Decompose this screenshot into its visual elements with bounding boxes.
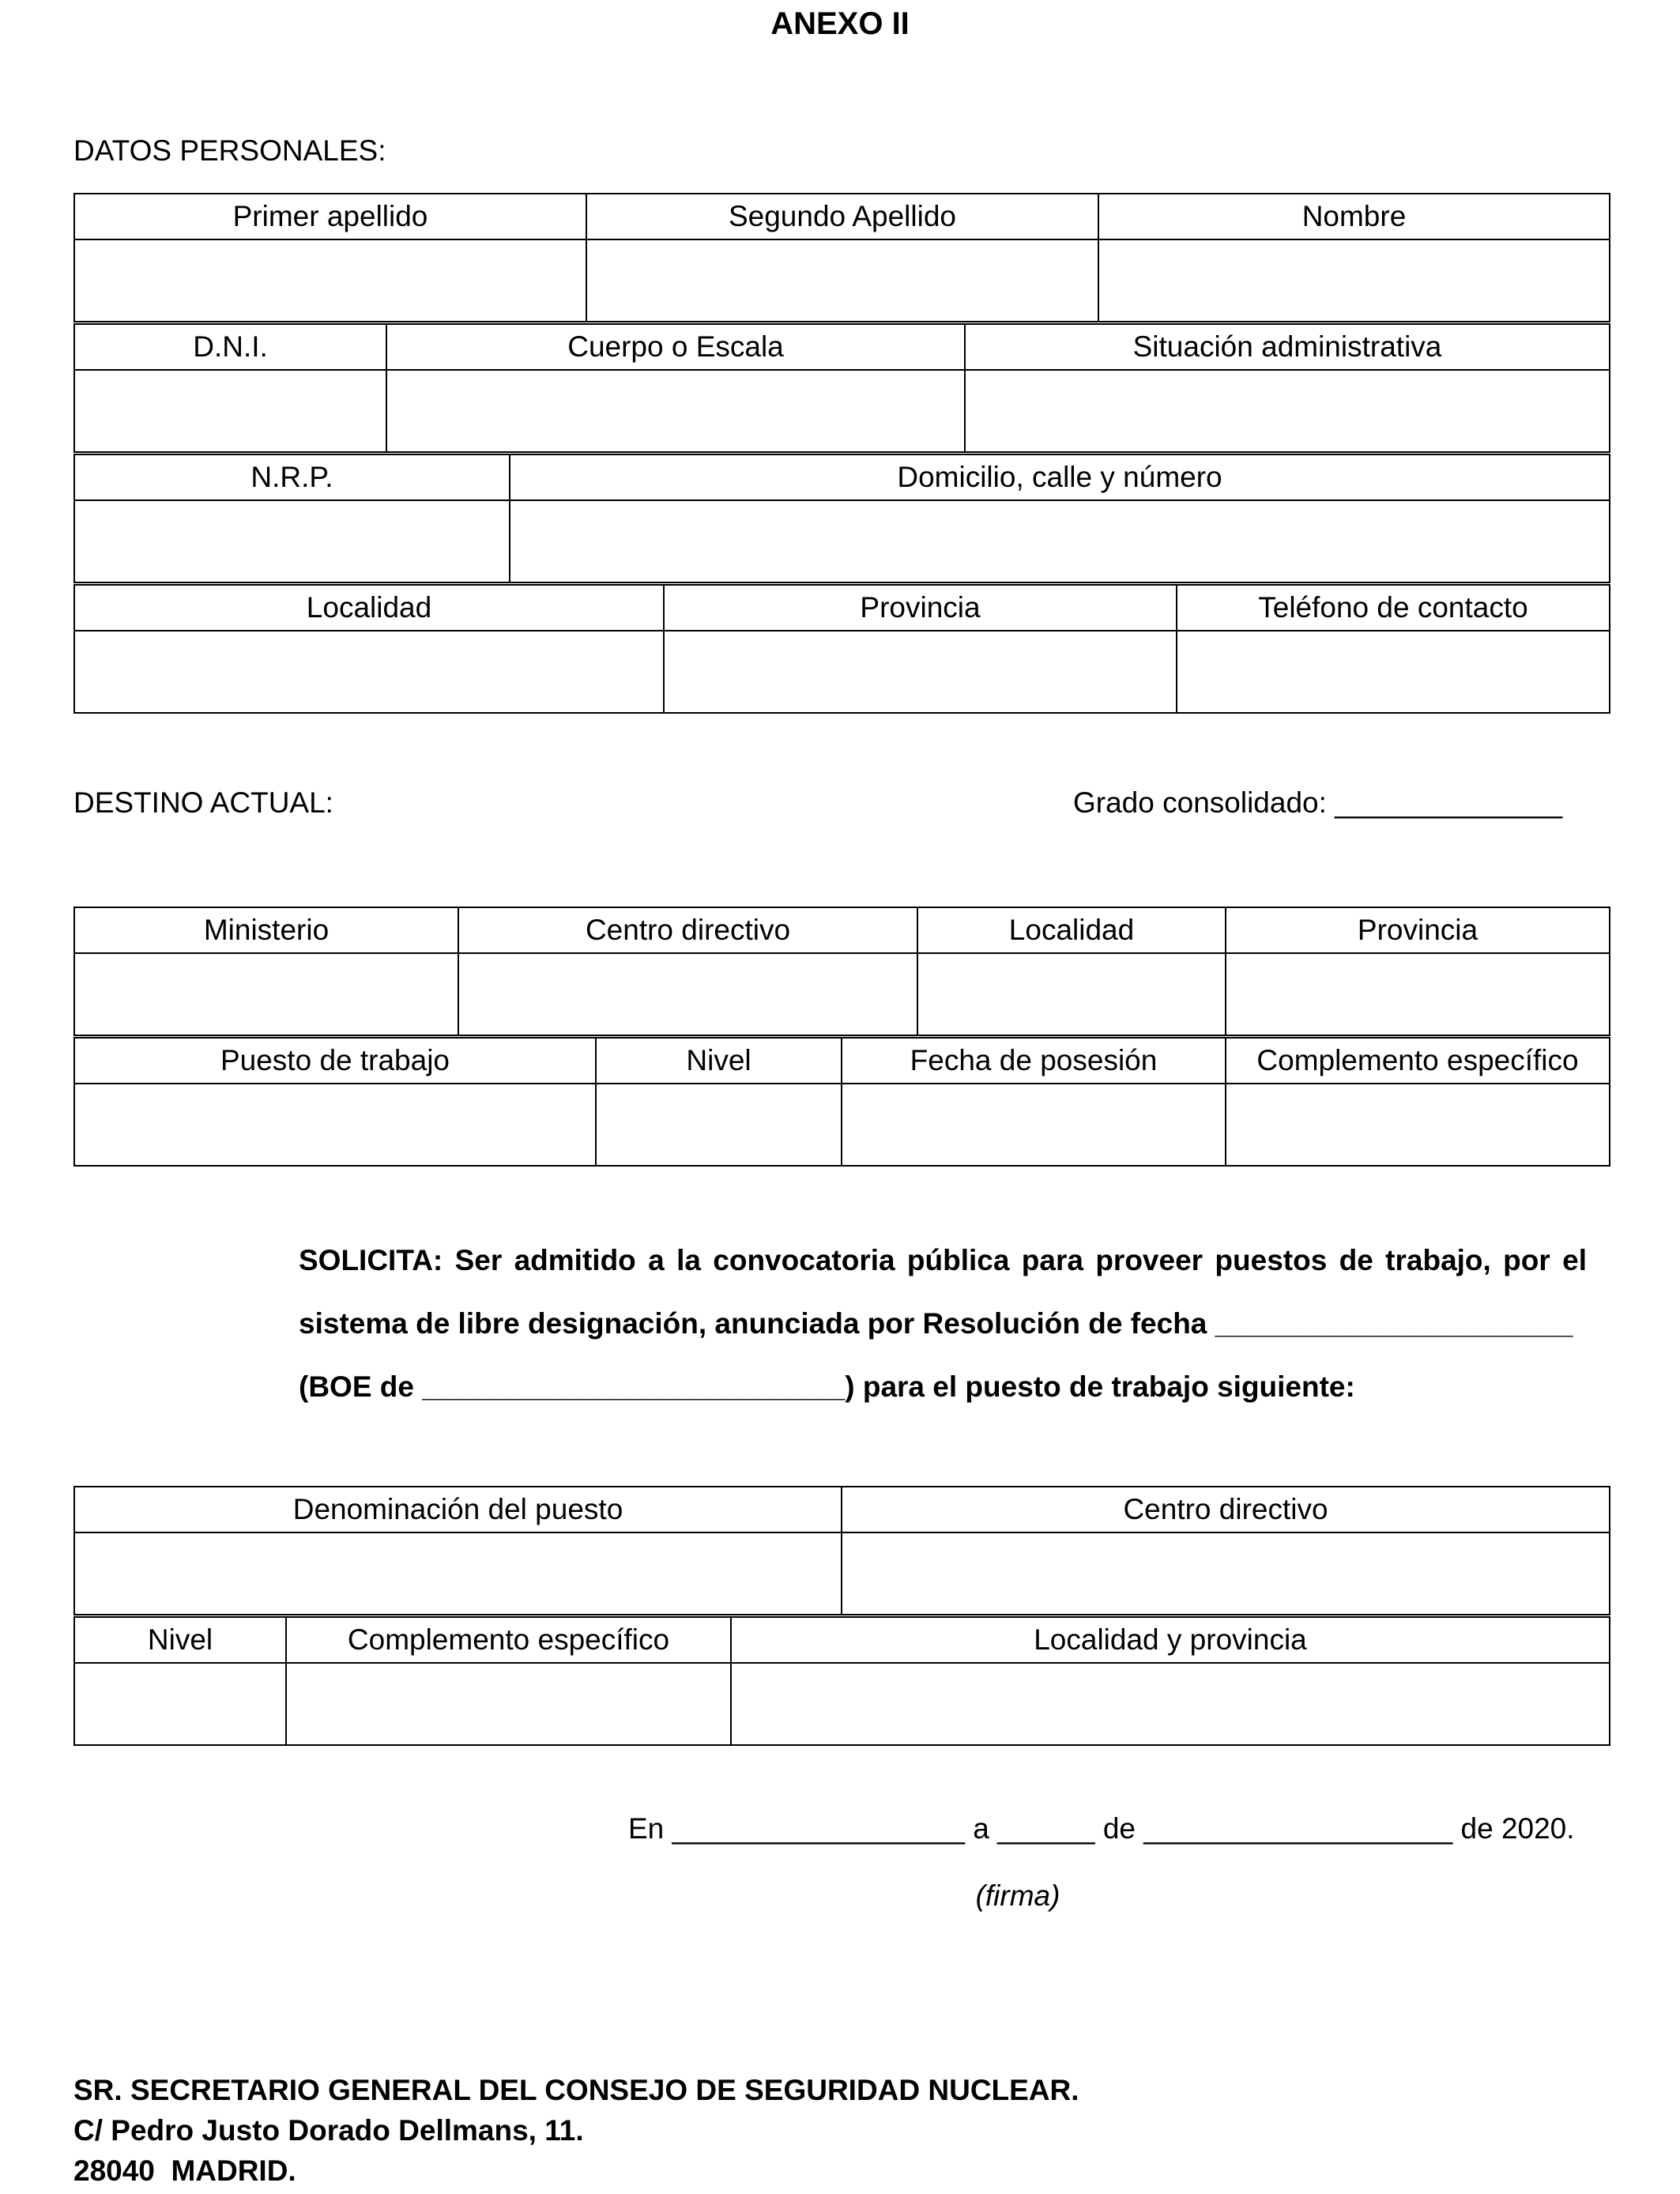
destino-table-1 [73,907,1610,1036]
header-centro-directivo: Centro directivo [458,907,917,953]
footer-recipient: SR. SECRETARIO GENERAL DEL CONSEJO DE SEGURIDAD NUCLEAR. [73,2074,1079,2106]
personal-table-2 [73,323,1610,453]
header-segundo-apellido: Segundo Apellido [586,194,1098,239]
header-primer-apellido: Primer apellido [74,194,586,239]
footer-address: C/ Pedro Justo Dorado Dellmans, 11. [73,2114,584,2147]
header-dni: D.N.I. [74,324,386,370]
personal-table-3 [73,454,1610,583]
header-centro-directivo: Centro directivo [842,1487,1610,1532]
page-title: ANEXO II [770,6,910,41]
field-fecha-posesion[interactable] [842,1084,1226,1166]
footer-city: 28040 MADRID. [73,2154,296,2187]
field-complemento-especifico[interactable] [1226,1084,1610,1166]
field-domicilio[interactable] [510,500,1610,582]
field-centro-directivo[interactable] [842,1532,1610,1615]
header-telefono: Teléfono de contacto [1177,585,1610,631]
header-localidad: Localidad [74,585,664,631]
header-situacion-administrativa: Situación administrativa [965,324,1610,370]
field-dni[interactable] [74,370,386,452]
firma-label: (firma) [975,1879,1060,1912]
header-provincia: Provincia [664,585,1177,631]
field-situacion-administrativa[interactable] [965,370,1610,452]
field-localidad[interactable] [74,631,664,713]
header-complemento-especifico: Complemento específico [1226,1038,1610,1084]
field-provincia[interactable] [1226,953,1610,1035]
solicita-paragraph [299,1229,1587,1419]
field-localidad[interactable] [917,953,1226,1035]
field-ministerio[interactable] [74,953,458,1035]
header-cuerpo-escala: Cuerpo o Escala [386,324,965,370]
personal-table-1 [73,193,1610,322]
header-nivel: Nivel [596,1038,842,1084]
field-telefono[interactable] [1177,631,1610,713]
field-nombre[interactable] [1098,239,1610,322]
section-heading-personal: DATOS PERSONALES: [73,134,386,167]
puesto-table-2 [73,1616,1610,1746]
field-cuerpo-escala[interactable] [386,370,965,452]
header-nrp: N.R.P. [74,454,510,500]
field-nivel[interactable] [74,1663,286,1745]
personal-table-4 [73,584,1610,714]
field-nrp[interactable] [74,500,510,582]
header-denominacion-puesto: Denominación del puesto [74,1487,842,1532]
field-segundo-apellido[interactable] [586,239,1098,322]
grado-consolidado: Grado consolidado: ______________ [1073,786,1563,819]
header-nombre: Nombre [1098,194,1610,239]
field-nivel[interactable] [596,1084,842,1166]
header-domicilio: Domicilio, calle y número [510,454,1610,500]
header-localidad-provincia: Localidad y provincia [731,1617,1610,1663]
header-puesto-trabajo: Puesto de trabajo [74,1038,596,1084]
header-provincia: Provincia [1226,907,1610,953]
field-localidad-provincia[interactable] [731,1663,1610,1745]
field-primer-apellido[interactable] [74,239,586,322]
field-complemento-especifico[interactable] [286,1663,731,1745]
header-complemento-especifico: Complemento específico [286,1617,731,1663]
header-ministerio: Ministerio [74,907,458,953]
field-denominacion-puesto[interactable] [74,1532,842,1615]
field-puesto-trabajo[interactable] [74,1084,596,1166]
puesto-table-1 [73,1486,1610,1615]
field-provincia[interactable] [664,631,1177,713]
header-fecha-posesion: Fecha de posesión [842,1038,1226,1084]
fecha-line: En __________________ a ______ de ___________________ de 2020. [628,1812,1575,1845]
field-centro-directivo[interactable] [458,953,917,1035]
header-nivel: Nivel [74,1617,286,1663]
header-localidad: Localidad [917,907,1226,953]
solicita-text-1: SOLICITA: Ser admitido a la convocatoria pública para proveer puestos de trabajo, por el sistema de libre designación, anunciada por Resolución de fecha ______________________ [299,1244,1587,1340]
destino-table-2 [73,1037,1610,1167]
section-heading-destino: DESTINO ACTUAL: [73,786,333,819]
solicita-text-2: (BOE de __________________________) para el puesto de trabajo siguiente: [299,1370,1355,1403]
